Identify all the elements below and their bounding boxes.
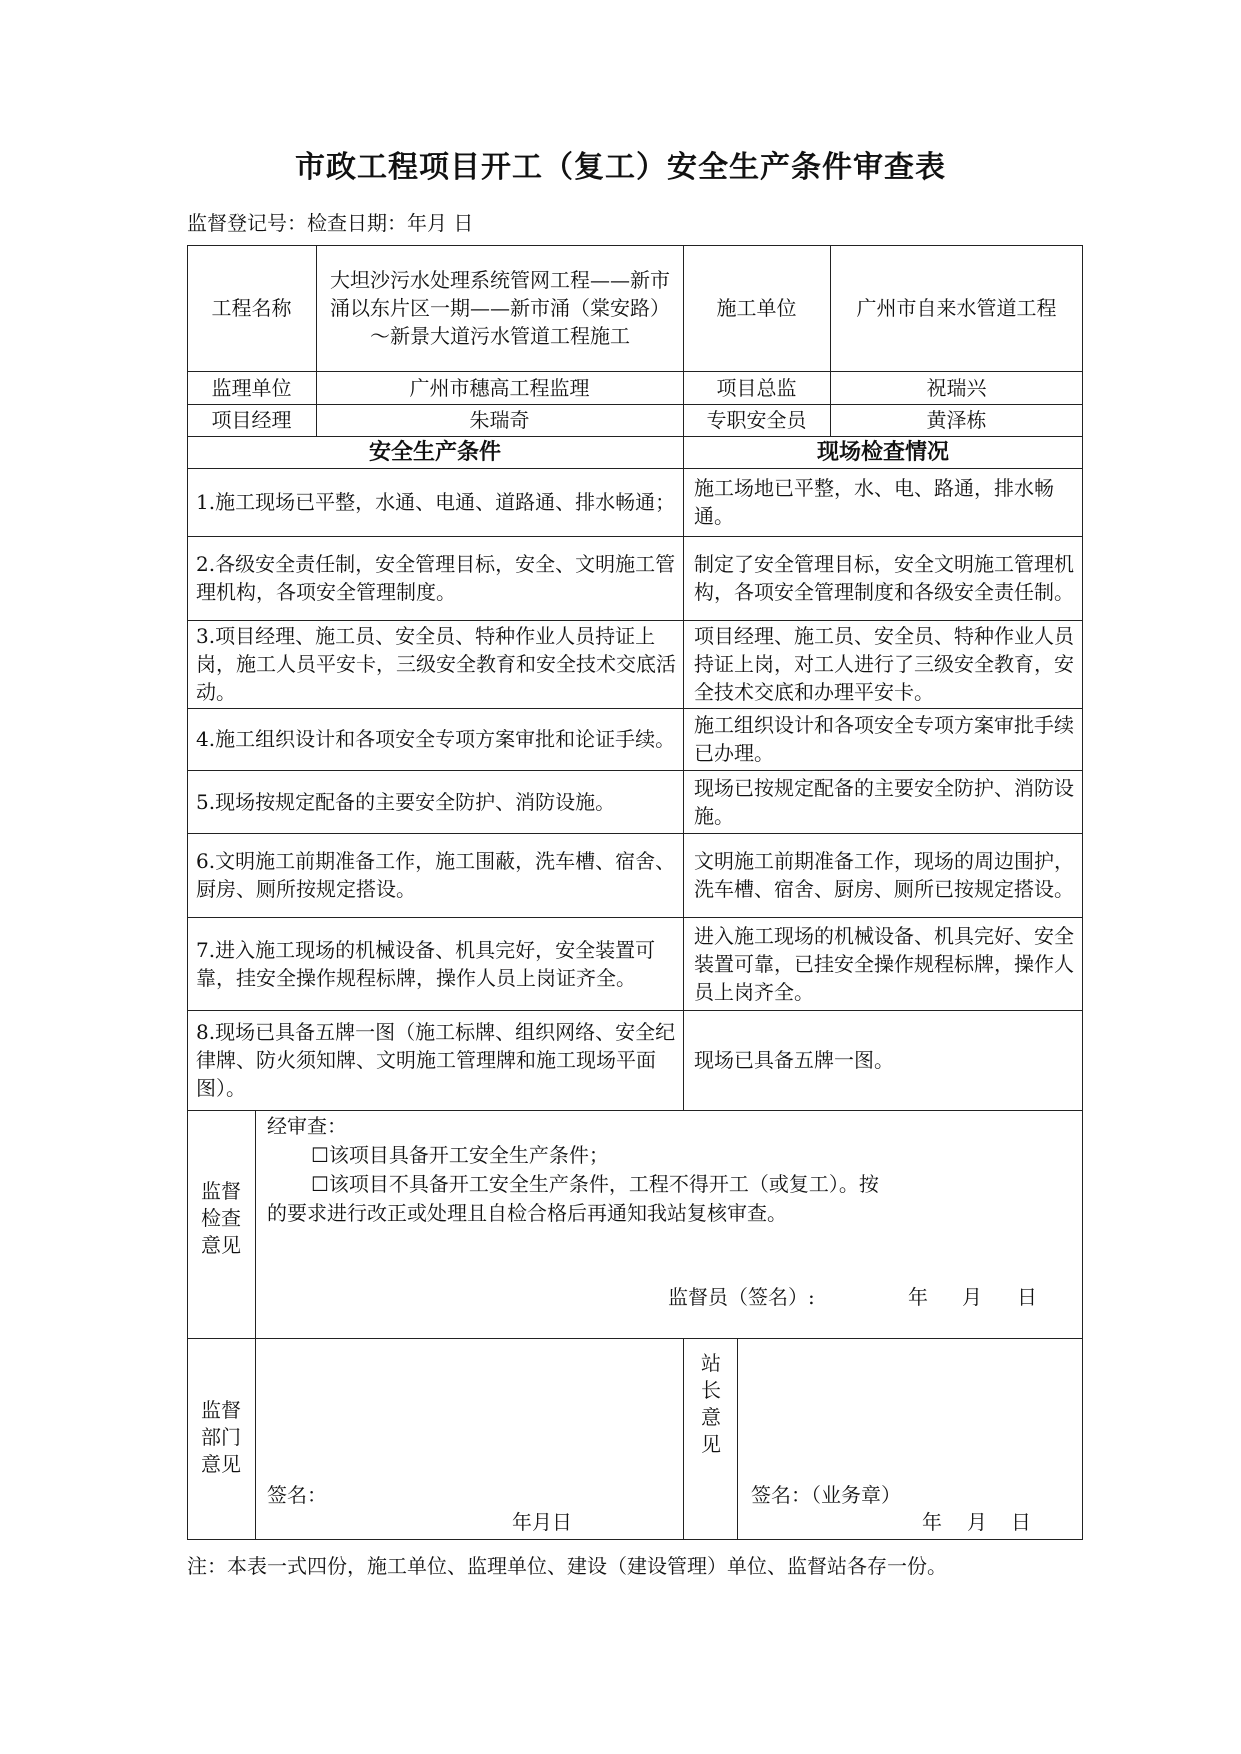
contractor-value: 广州市自来水管道工程 bbox=[856, 296, 1057, 320]
chief-supervisor-label: 项目总监 bbox=[716, 375, 797, 400]
option-pass: ☐该项目具备开工安全生产条件； bbox=[311, 1143, 609, 1167]
station-head-signature: 签名：（业务章） bbox=[751, 1483, 901, 1507]
option-fail: ☐该项目不具备开工安全生产条件，工程不得开工（或复工）。按 bbox=[311, 1172, 879, 1196]
condition-8: 8.现场已具备五牌一图（施工标牌、组织网络、安全纪律牌、防火须知牌、文明施工管理牌和施工现场平面图）。 bbox=[196, 1020, 676, 1100]
project-name-label: 工程名称 bbox=[211, 296, 292, 320]
pm-label: 项目经理 bbox=[211, 408, 292, 432]
pm-value: 朱瑞奇 bbox=[469, 408, 530, 432]
station-head-date-year: 年 bbox=[922, 1510, 942, 1534]
condition-2: 2.各级安全责任制，安全管理目标，安全、文明施工管理机构，各项安全管理制度。 bbox=[196, 552, 676, 604]
inspection-6: 文明施工前期准备工作，现场的周边围护，洗车槽、宿舍、厨房、厕所已按规定搭设。 bbox=[694, 849, 1074, 901]
inspector-date-month: 月 bbox=[962, 1285, 982, 1309]
registration-line: 监督登记号：检查日期：年月 日 bbox=[187, 211, 474, 235]
condition-4: 4.施工组织设计和各项安全专项方案审批和论证手续。 bbox=[196, 727, 676, 751]
supervision-label: 监督检查意见 bbox=[201, 1179, 241, 1257]
condition-7: 7.进入施工现场的机械设备、机具完好，安全装置可靠，挂安全操作规程标牌，操作人员上岗证齐全。 bbox=[196, 937, 656, 990]
option-fail-continuation: 的要求进行改正或处理且自检合格后再通知我站复核审查。 bbox=[267, 1201, 787, 1225]
inspection-3: 项目经理、施工员、安全员、特种作业人员持证上岗，对工人进行了三级安全教育，安全技术交底和办理平安卡。 bbox=[694, 624, 1074, 704]
department-date: 年月日 bbox=[512, 1510, 572, 1534]
chief-supervisor-value: 祝瑞兴 bbox=[926, 375, 987, 400]
safety-officer-value: 黄泽栋 bbox=[926, 408, 987, 432]
project-name-value: 大坦沙污水处理系统管网工程——新市涌以东片区一期——新市涌（棠安路）～新景大道污水管道工程施工 bbox=[330, 268, 670, 348]
inspection-1: 施工场地已平整，水、电、路通，排水畅通。 bbox=[694, 476, 1054, 528]
inspection-8: 现场已具备五牌一图。 bbox=[694, 1048, 894, 1072]
supervisor-unit-value: 广州市穗高工程监理 bbox=[409, 375, 590, 400]
document-title: 市政工程项目开工（复工）安全生产条件审查表 bbox=[295, 150, 946, 185]
inspector-date-day: 日 bbox=[1017, 1285, 1037, 1309]
col-inspection-header: 现场检查情况 bbox=[816, 439, 949, 465]
inspection-7: 进入施工现场的机械设备、机具完好、安全装置可靠，已挂安全操作规程标牌，操作人员上岗齐全。 bbox=[694, 923, 1074, 1004]
department-signature: 签名： bbox=[267, 1483, 327, 1507]
supervisor-unit-label: 监理单位 bbox=[211, 375, 292, 400]
inspection-4: 施工组织设计和各项安全专项方案审批手续已办理。 bbox=[694, 713, 1074, 765]
inspection-2: 制定了安全管理目标，安全文明施工管理机构，各项安全管理制度和各级安全责任制。 bbox=[694, 552, 1074, 604]
condition-3: 3.项目经理、施工员、安全员、特种作业人员持证上岗，施工人员平安卡，三级安全教育和安全技术交底活动。 bbox=[196, 624, 676, 704]
footnote: 注：本表一式四份，施工单位、监理单位、建设（建设管理）单位、监督站各存一份。 bbox=[187, 1554, 947, 1578]
inspector-signature: 监督员（签名）: bbox=[668, 1285, 815, 1309]
condition-5: 5.现场按规定配备的主要安全防护、消防设施。 bbox=[196, 789, 616, 814]
safety-officer-label: 专职安全员 bbox=[706, 408, 807, 432]
station-head-date-month: 月 bbox=[967, 1510, 987, 1534]
station-head-label: 站长意见 bbox=[701, 1351, 721, 1456]
col-condition-header: 安全生产条件 bbox=[368, 439, 501, 465]
condition-6: 6.文明施工前期准备工作，施工围蔽，洗车槽、宿舍、厨房、厕所按规定搭设。 bbox=[196, 849, 676, 901]
station-head-date-day: 日 bbox=[1011, 1510, 1031, 1534]
inspection-5: 现场已按规定配备的主要安全防护、消防设施。 bbox=[694, 775, 1074, 828]
inspector-date-year: 年 bbox=[908, 1285, 928, 1309]
department-label: 监督部门意见 bbox=[201, 1398, 241, 1476]
contractor-label: 施工单位 bbox=[716, 296, 797, 320]
condition-1: 1.施工现场已平整，水通、电通、道路通、排水畅通； bbox=[196, 490, 676, 514]
reviewed-text: 经审查： bbox=[267, 1114, 347, 1138]
